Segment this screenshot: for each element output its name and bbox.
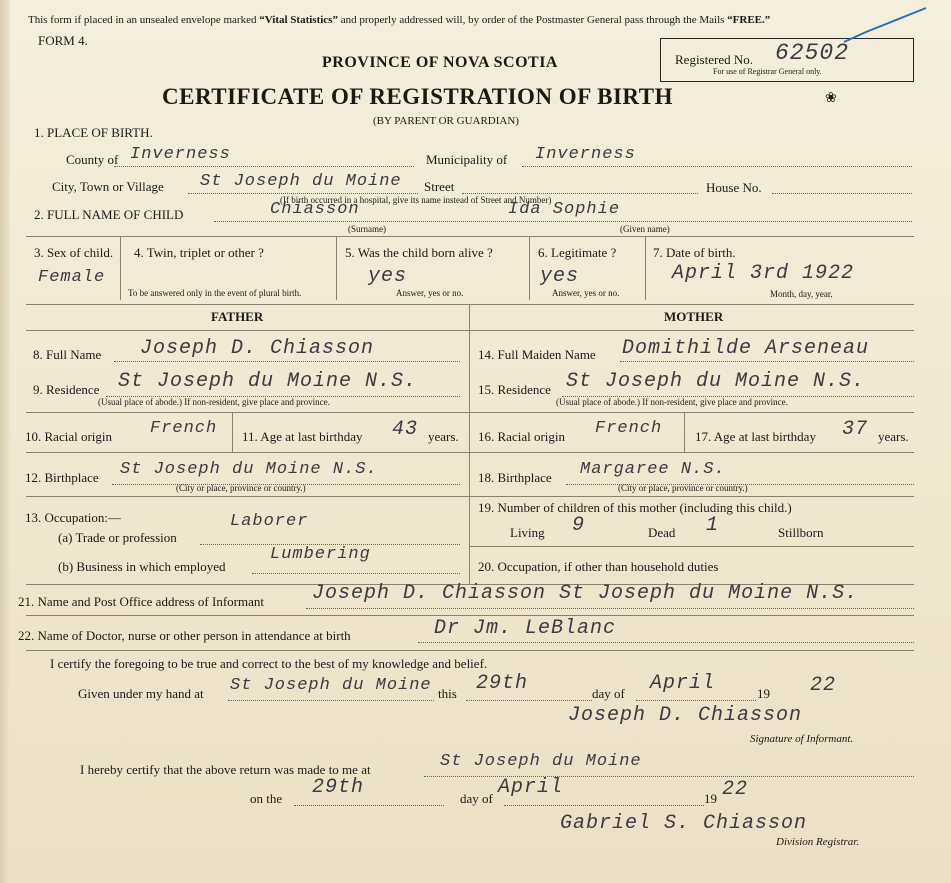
registrar-text: I hereby certify that the above return was made to me at	[80, 762, 371, 777]
dob-value: April 3rd 1922	[672, 262, 855, 285]
father-birthplace: St Joseph du Moine N.S.	[120, 460, 378, 479]
certify-year-prefix: 19	[757, 686, 770, 701]
business-value: Lumbering	[270, 545, 371, 564]
certify-month: April	[650, 672, 716, 695]
registrar-dayof-label: day of	[460, 791, 493, 806]
hospital-note: (If birth occurred in a hospital, give its name instead of Street and Number)	[280, 195, 552, 205]
registered-label: Registered No.	[675, 52, 753, 67]
alive-note: Answer, yes or no.	[396, 288, 464, 298]
child-name-label: 2. FULL NAME OF CHILD	[34, 207, 184, 222]
printer-mark-icon: ❀	[825, 91, 837, 106]
father-age-label: 11. Age at last birthday	[242, 429, 363, 444]
living-value: 9	[572, 514, 586, 537]
mother-age: 37	[842, 418, 869, 441]
registrar-year-prefix: 19	[704, 791, 717, 806]
surname-caption: (Surname)	[348, 224, 386, 234]
father-residence-note: (Usual place of abode.) If non-resident, give place and province.	[98, 397, 330, 407]
municipality-label: Municipality of	[426, 152, 508, 167]
left-edge-strip	[0, 0, 10, 883]
given-name-caption: (Given name)	[620, 224, 670, 234]
children-label: 19. Number of children of this mother (including this child.)	[478, 500, 792, 515]
registered-number: 62502	[775, 40, 850, 66]
mother-name: Domithilde Arseneau	[622, 337, 870, 360]
informant-label: 21. Name and Post Office address of Informant	[18, 594, 264, 609]
mother-birthplace-note: (City or place, province or country.)	[618, 483, 748, 493]
house-label: House No.	[706, 180, 762, 195]
county-label: County of	[66, 152, 119, 167]
child-given-name: Ida Sophie	[508, 200, 621, 219]
certify-text: I certify the foregoing to be true and correct to the best of my knowledge and belief.	[50, 656, 488, 671]
municipality-value: Inverness	[535, 145, 636, 164]
registrar-year: 22	[722, 778, 749, 801]
city-value: St Joseph du Moine	[200, 172, 402, 191]
registered-note: For use of Registrar General only.	[713, 67, 822, 76]
mother-heading: MOTHER	[664, 309, 724, 324]
registrar-place: St Joseph du Moine	[440, 752, 642, 771]
legitimate-label: 6. Legitimate ?	[538, 245, 617, 260]
province-heading: PROVINCE OF NOVA SCOTIA	[322, 54, 558, 71]
business-label: (b) Business in which employed	[58, 559, 226, 574]
mother-birthplace-label: 18. Birthplace	[478, 470, 552, 485]
stillborn-label: Stillborn	[778, 525, 824, 540]
street-label: Street	[424, 179, 455, 194]
registrar-day: 29th	[312, 776, 365, 799]
place-of-birth-heading: 1. PLACE OF BIRTH.	[34, 125, 153, 140]
dob-note: Month, day, year.	[770, 289, 833, 299]
dob-label: 7. Date of birth.	[653, 245, 736, 260]
certify-day: 29th	[476, 672, 529, 695]
informant-value: Joseph D. Chiasson St Joseph du Moine N.S.	[312, 582, 859, 605]
dayof-label: day of	[592, 686, 625, 701]
father-heading: FATHER	[211, 309, 264, 324]
father-residence-label: 9. Residence	[33, 382, 100, 397]
given-place: St Joseph du Moine	[230, 676, 432, 695]
father-racial-label: 10. Racial origin	[25, 429, 113, 444]
father-occupation-label: 13. Occupation:—	[25, 510, 122, 525]
county-value: Inverness	[130, 145, 231, 164]
registrar-signature: Gabriel S. Chiasson	[560, 812, 808, 835]
living-label: Living	[510, 525, 545, 540]
notice-middle: and properly addressed will, by order of the Postmaster General pass through the Mails	[340, 14, 725, 26]
form-number: FORM 4.	[38, 33, 88, 48]
father-birthplace-note: (City or place, province or country.)	[176, 483, 306, 493]
father-name: Joseph D. Chiasson	[140, 337, 375, 360]
doctor-label: 22. Name of Doctor, nurse or other person in attendance at birth	[18, 628, 351, 643]
sex-label: 3. Sex of child.	[34, 245, 114, 260]
notice-free: “FREE.”	[727, 14, 771, 26]
mother-racial-label: 16. Racial origin	[478, 429, 566, 444]
legitimate-note: Answer, yes or no.	[552, 288, 620, 298]
father-years: years.	[428, 429, 459, 444]
this-label: this	[438, 686, 457, 701]
registrar-signature-label: Division Registrar.	[776, 836, 860, 848]
father-name-label: 8. Full Name	[33, 347, 102, 362]
twin-label: 4. Twin, triplet or other ?	[134, 245, 264, 260]
alive-label: 5. Was the child born alive ?	[345, 245, 493, 260]
mother-residence: St Joseph du Moine N.S.	[566, 370, 866, 393]
certificate-subtitle: (BY PARENT OR GUARDIAN)	[373, 115, 519, 127]
informant-signature: Joseph D. Chiasson	[568, 704, 803, 727]
given-label: Given under my hand at	[78, 686, 204, 701]
notice-quoted: “Vital Statistics”	[259, 14, 338, 26]
mother-name-label: 14. Full Maiden Name	[478, 347, 596, 362]
postal-notice	[28, 14, 770, 26]
legitimate-value: yes	[540, 265, 580, 288]
dead-label: Dead	[648, 525, 676, 540]
on-the-label: on the	[250, 791, 283, 806]
mother-residence-note: (Usual place of abode.) If non-resident, give place and province.	[556, 397, 788, 407]
mother-age-label: 17. Age at last birthday	[695, 429, 816, 444]
father-age: 43	[392, 418, 419, 441]
blue-check-mark-icon	[840, 6, 930, 48]
sex-value: Female	[38, 268, 106, 287]
mother-residence-label: 15. Residence	[478, 382, 551, 397]
dead-value: 1	[706, 514, 720, 537]
informant-signature-label: Signature of Informant.	[750, 733, 854, 745]
mother-birthplace: Margaree N.S.	[580, 460, 726, 479]
mother-years: years.	[878, 429, 909, 444]
father-birthplace-label: 12. Birthplace	[25, 470, 99, 485]
doctor-value: Dr Jm. LeBlanc	[434, 617, 617, 640]
mother-occupation-label: 20. Occupation, if other than household duties	[478, 559, 719, 574]
child-surname: Chiasson	[270, 200, 360, 219]
trade-value: Laborer	[230, 512, 309, 531]
registrar-month: April	[498, 776, 564, 799]
father-racial: French	[150, 419, 218, 438]
trade-label: (a) Trade or profession	[58, 530, 177, 545]
city-label: City, Town or Village	[52, 179, 164, 194]
certify-year: 22	[810, 674, 837, 697]
alive-value: yes	[368, 265, 408, 288]
certificate-title: CERTIFICATE OF REGISTRATION OF BIRTH	[162, 84, 673, 109]
twin-note: To be answered only in the event of plural birth.	[128, 288, 302, 298]
notice-prefix: This form if placed in an unsealed envelope marked	[28, 14, 257, 26]
mother-racial: French	[595, 419, 663, 438]
father-residence: St Joseph du Moine N.S.	[118, 370, 418, 393]
